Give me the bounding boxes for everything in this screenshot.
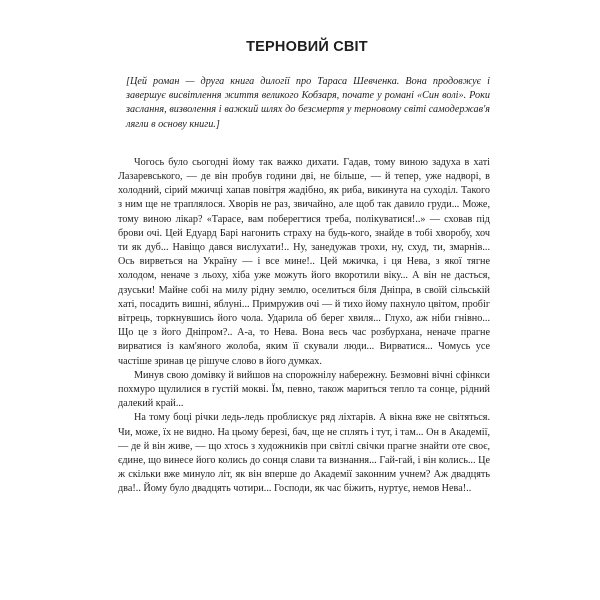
book-page (118, 38, 490, 497)
paragraph: Чогось було сьогодні йому так важко дихати. Гадав, тому виною задуха в хаті Лазаревського, — де він пробув години дві, не більше, — й тепер, уже надворі, в холодний, сірий мжичці хапав повітря жадібно, як риба, викинута на суходіл. Такого з ним ще не траплялося. Хворів не раз, звичайно, але щоб так давило груди... Може, тому виною лікар? «Тарасе, вам поберегтися треба, полікуватися!..» — сховав під брови очі. Цей Едуард Барі нагонить страху на будь-кого, знайде в тобі хворобу, хоч ти як дуб... Навіщо дався вислухати!.. Ну, занедужав трохи, ну, схуд, ти, змарнів... Ось вирветься на Україну — і все мине!.. Цей мжичка, і ця Нева, з якої тягне холодом, неначе з льоху, хіба уже можуть його вкоротили віку... А він не дасться, дзуськи! Майне собі на милу рідну землю, оселиться біля Дніпра, в своїй сільській хаті, посадить вишні, яблуні... Примружив очі — й тихо йому пахнуло цвітом, пробіг вітрець, торкнувшись його чола. Ударила об берег хвиля... Глухо, аж ніби гнівно... Що це з його Дніпром?.. А-а, то Нева. Вона весь час розбурхана, неначе прагне вирватися із кам'яного жолоба, яким її скували люди... Вирватися... Чомусь усе частіше зринав це рішуче слово в його думках. (118, 156, 490, 367)
main-text (118, 156, 490, 497)
paragraph: Минув свою домівку й вийшов на спорожнілу набережну. Безмовні вічні сфінкси похмуро щулилися в густій мокві. Їм, певно, також мариться тепло та сонце, рідний далекий край... (118, 369, 490, 410)
chapter-title: ТЕРНОВИЙ СВІТ (246, 39, 368, 55)
paragraph: На тому боці річки ледь-ледь проблискує ряд ліхтарів. А вікна вже не світяться. Чи, може, їх не видно. На цьому березі, бач, ще не сплять і тут, і там... Он в Академії, — де й він живе, — що хтось з художників при світлі свічки прагне знайти оте своє, єдине, що винесе його колись до сонця слави та визнання... Гай-гай, і він колись... Це ж скільки вже минуло літ, як він вперше до Академії законним учнем? Аж двадцять два!.. Йому було двадцять чотири... Господи, як час біжить, нуртує, немов Нева!.. (118, 412, 490, 495)
intro-note: [Цей роман — друга книга дилогії про Тараса Шевченка. Вона продовжує і завершує висвітлення життя великого Кобзаря, почате у романі «Син волі». Роки заслання, визволення і важкий шлях до безсмертя у терновому світі самодержав'я лягли в основу книги.] (126, 76, 490, 130)
